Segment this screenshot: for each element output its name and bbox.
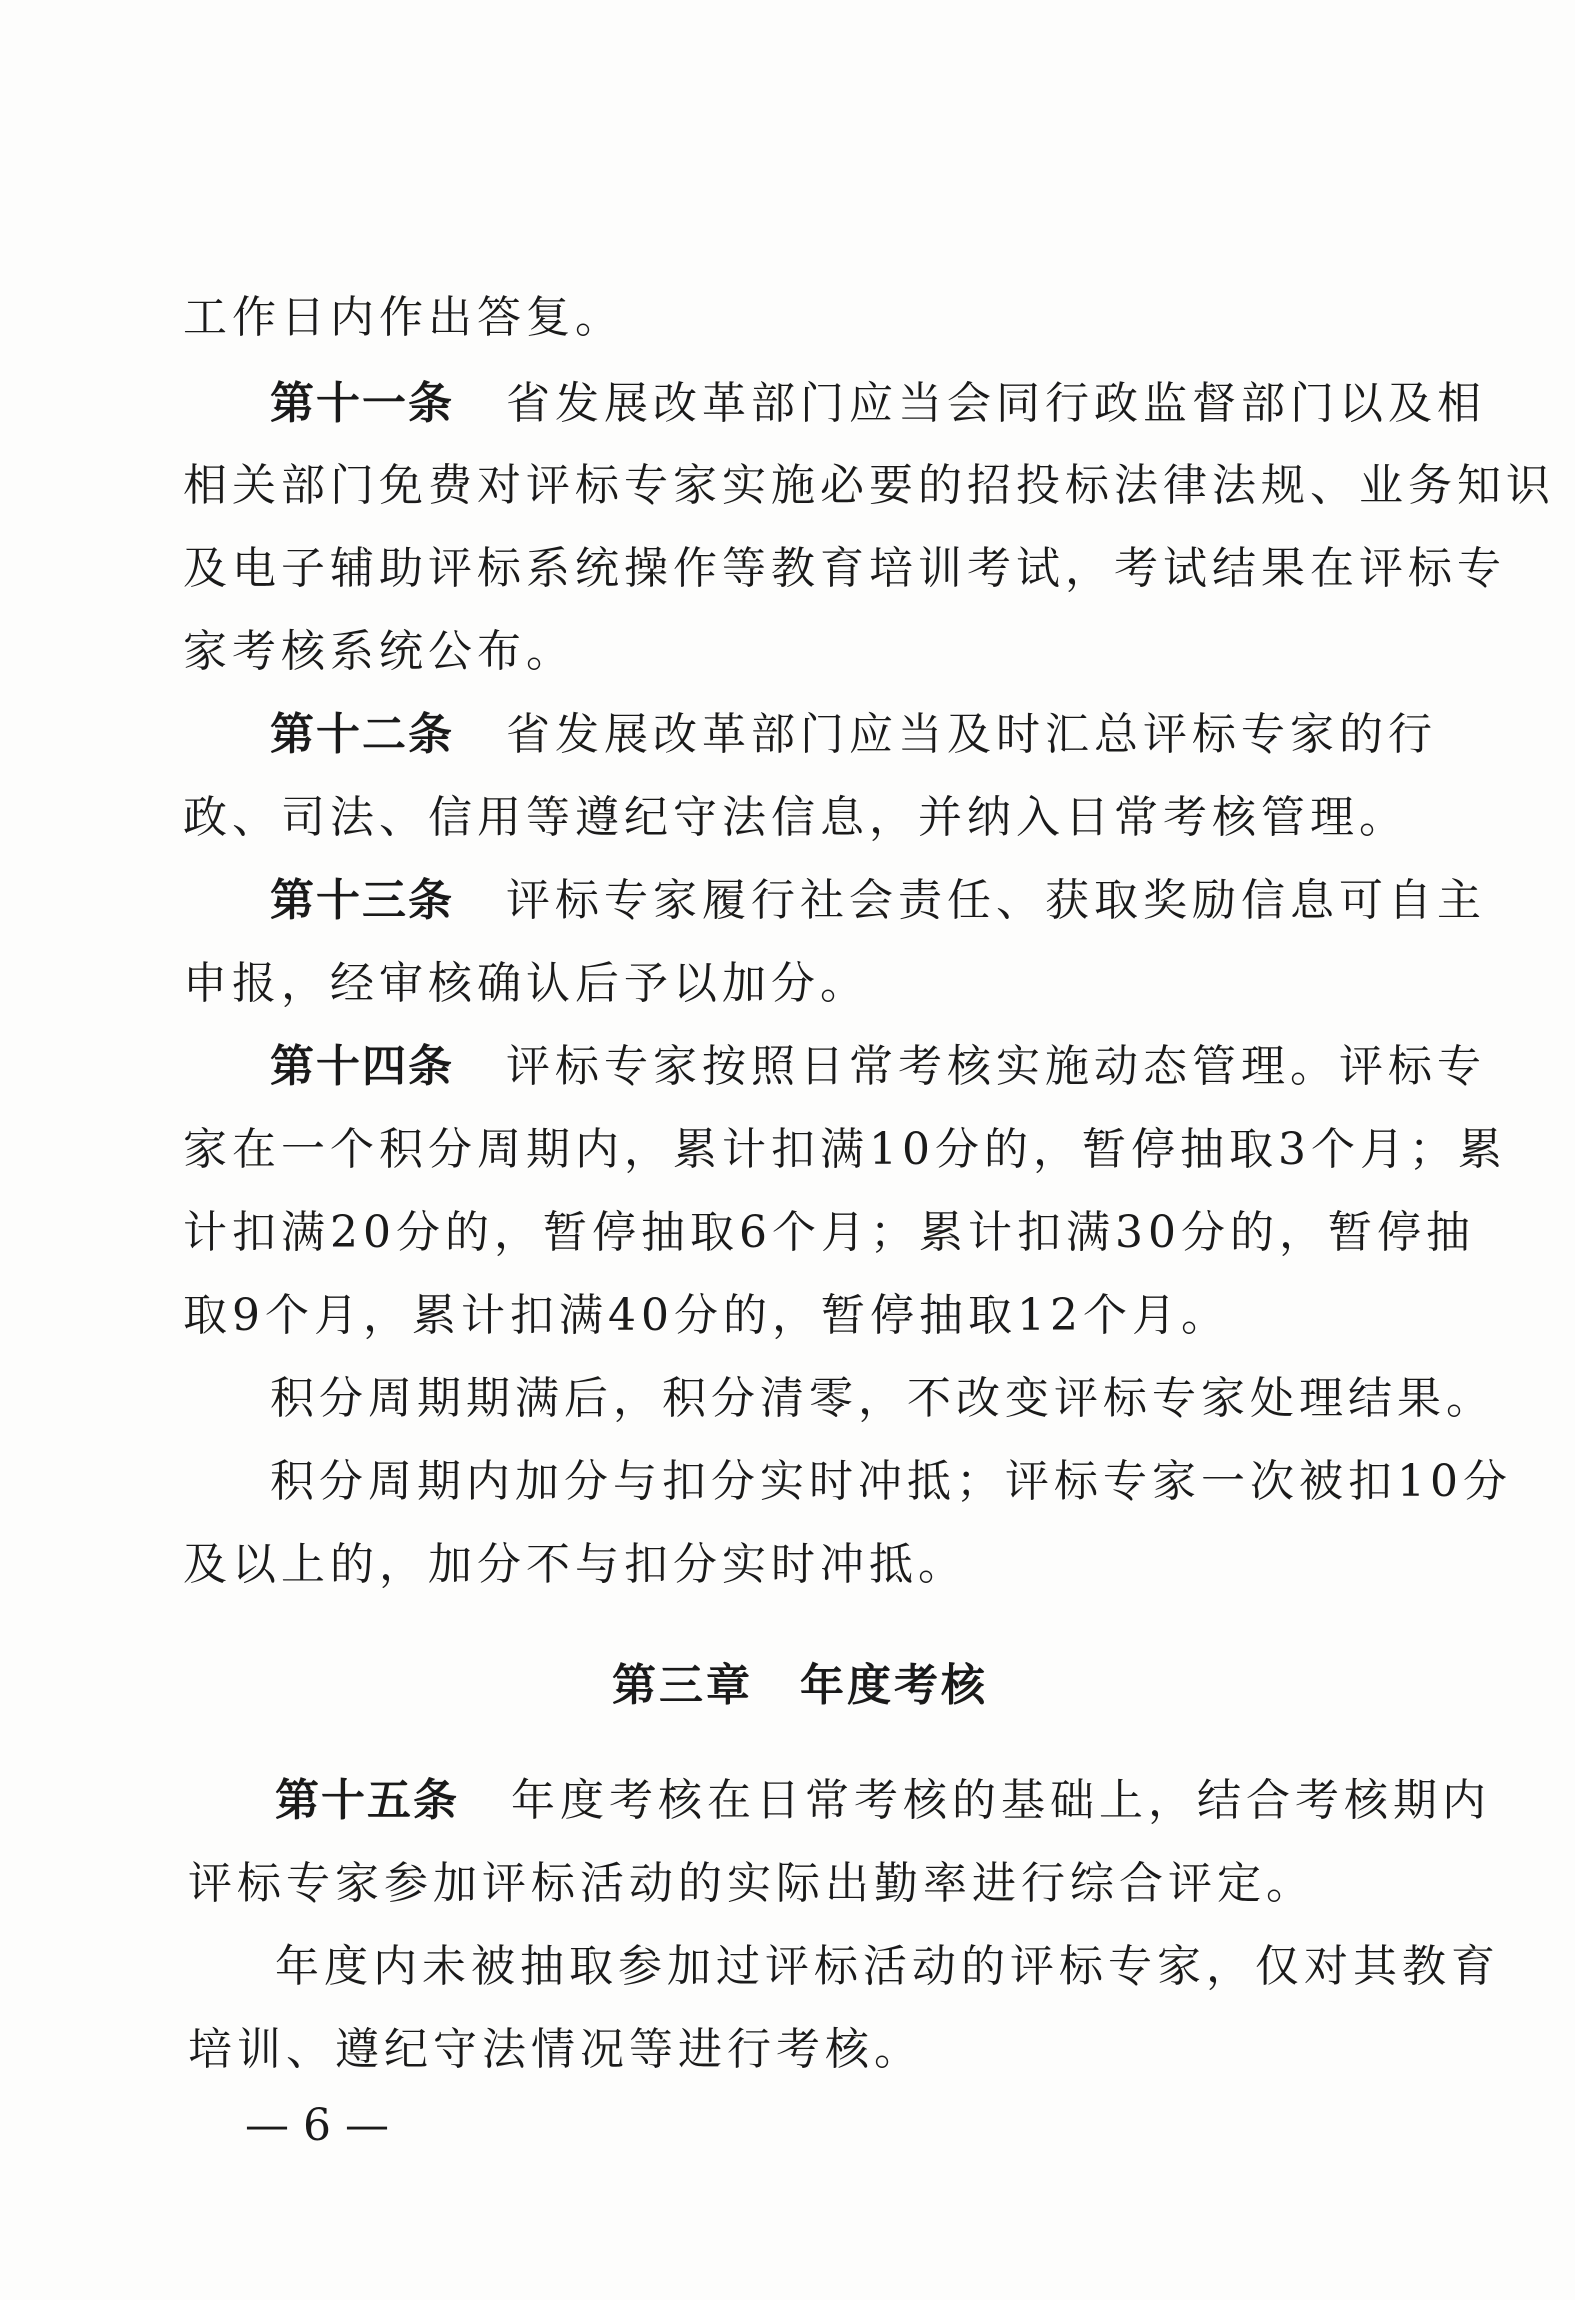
body-line: 计扣满20分的，暂停抽取6个月；累计扣满30分的，暂停抽 bbox=[183, 1207, 1475, 1258]
article-paragraph bbox=[270, 378, 1486, 430]
article-label: 第十四条 bbox=[270, 1041, 454, 1092]
article-text: 评标专家按照日常考核实施动态管理。评标专 bbox=[506, 1041, 1486, 1092]
body-line: 政、司法、信用等遵纪守法信息，并纳入日常考核管理。 bbox=[183, 792, 1408, 843]
body-line: 年度内未被抽取参加过评标活动的评标专家，仅对其教育 bbox=[275, 1941, 1500, 1992]
body-line: 取9个月，累计扣满40分的，暂停抽取12个月。 bbox=[183, 1290, 1230, 1341]
chapter-title: 第三章 年度考核 bbox=[612, 1660, 988, 1711]
page-number: — 6 — bbox=[245, 2100, 389, 2151]
article-label: 第十一条 bbox=[270, 378, 454, 429]
body-line: 积分周期期满后，积分清零，不改变评标专家处理结果。 bbox=[270, 1373, 1495, 1424]
body-line: 积分周期内加分与扣分实时冲抵；评标专家一次被扣10分 bbox=[270, 1456, 1512, 1507]
article-paragraph bbox=[270, 1041, 1486, 1093]
article-paragraph bbox=[275, 1775, 1491, 1827]
body-line: 家在一个积分周期内，累计扣满10分的，暂停抽取3个月；累 bbox=[183, 1124, 1507, 1175]
article-text: 评标专家履行社会责任、获取奖励信息可自主 bbox=[506, 875, 1486, 926]
body-line: 及以上的，加分不与扣分实时冲抵。 bbox=[183, 1539, 967, 1590]
article-text: 省发展改革部门应当及时汇总评标专家的行 bbox=[506, 709, 1437, 760]
article-label: 第十二条 bbox=[270, 709, 454, 760]
body-line: 家考核系统公布。 bbox=[183, 626, 575, 677]
body-line: 评标专家参加评标活动的实际出勤率进行综合评定。 bbox=[188, 1858, 1315, 1909]
article-text: 省发展改革部门应当会同行政监督部门以及相 bbox=[506, 378, 1486, 429]
article-label: 第十三条 bbox=[270, 875, 454, 926]
body-line: 培训、遵纪守法情况等进行考核。 bbox=[188, 2024, 923, 2075]
body-line: 相关部门免费对评标专家实施必要的招投标法律法规、业务知识 bbox=[183, 460, 1555, 511]
body-line: 工作日内作出答复。 bbox=[183, 292, 624, 343]
article-paragraph bbox=[270, 875, 1486, 927]
body-line: 及电子辅助评标系统操作等教育培训考试，考试结果在评标专 bbox=[183, 543, 1506, 594]
article-text: 年度考核在日常考核的基础上，结合考核期内 bbox=[511, 1775, 1491, 1826]
article-paragraph bbox=[270, 709, 1437, 761]
body-line: 申报，经审核确认后予以加分。 bbox=[183, 958, 869, 1009]
article-label: 第十五条 bbox=[275, 1775, 459, 1826]
